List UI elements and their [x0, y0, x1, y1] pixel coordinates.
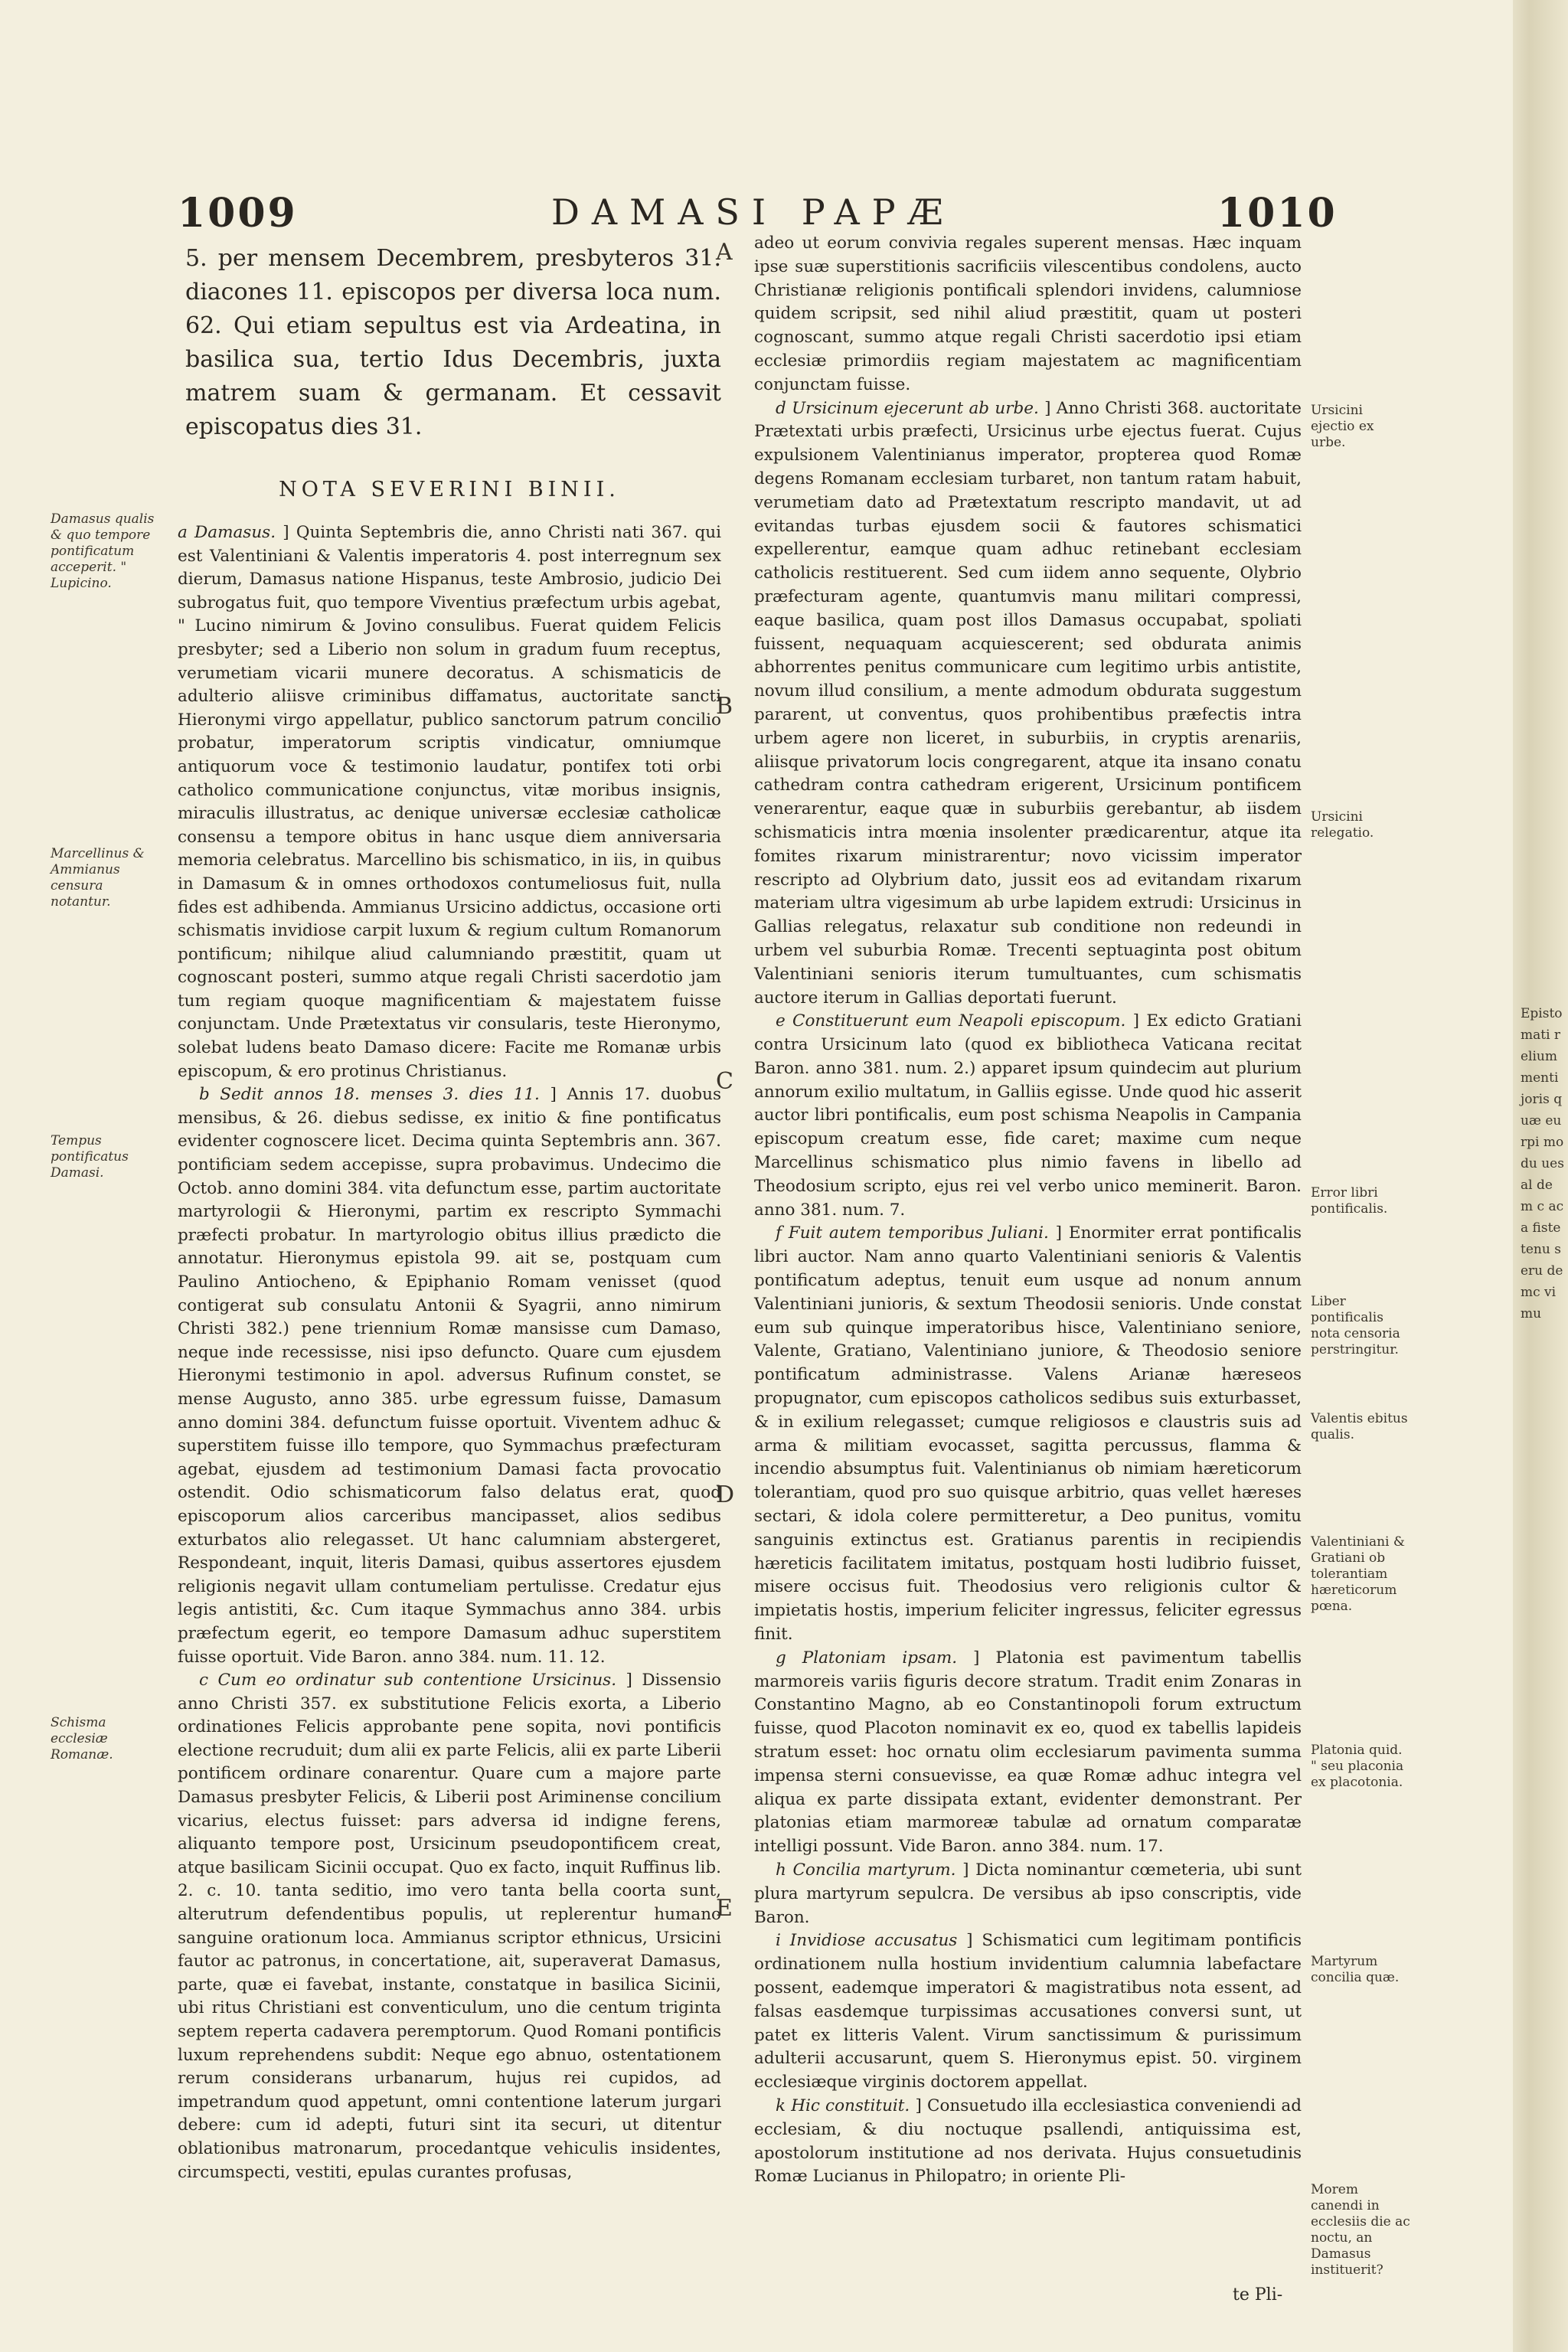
note-text: adeo ut eorum convivia regales superent mensas. Hæc inquam ipse suæ superstitionis sacrificiis vilescentibus condolens, aucto Christianæ religionis pontificali splendori invidens, calumniose quidem scripsit, sed nihil aliud præstitit, quam ut posteri cognoscant, summo atque regali Christi sacerdotio ipsi etiam ecclesiæ primordiis regiam majestatem ac magnificentiam conjunctam fuisse.	[754, 234, 1302, 394]
section-marker: E	[716, 1895, 733, 1922]
running-title: DAMASI PAPÆ	[551, 191, 956, 233]
note-text: ] Dissensio anno Christi 357. ex substitutione Felicis exorta, a Liberio ordinationes Felicis approbante pene sopita, novi pontificis electione recruduit; dum alii ex parte Felicis, alii ex parte Liberii pontificem ordinare conarentur. Quare cum a majore parte Damasus presbyter Felicis, & Liberii post Ariminense concilium vicarius, electus fuisset: pars adversa id indigne ferens, aliquanto tempore post, Ursicinum pseudopontificem creat, atque basilicam Sicinii occupat. Quo ex facto, inquit Ruffinus lib. 2. c. 10. tanta seditio, imo vero tanta bella coorta sunt, alterutrum defendentibus populis, ut replerentur humano sanguine orationum loca. Ammianus scriptor ethnicus, Ursicini fautor ac patronus, in concertatione, ait, superaverat Damasus, parte, quæ ei favebat, instante, constatque in basilica Sicinii, ubi ritus Christiani est conventiculum, uno die centum triginta septem reperta cadavera peremptorum. Quod Romani pontificis luxum reprehendens subdit: Neque ego abnuo, ostentationem rerum considerans urbanarum, hujus rei cupidos, ad impetrandum quod appetunt, omni contentione laterum jurgari debere: cum id adepti, futuri sint ita securi, ut ditentur oblationibus matronarum, procedantque vehiculis insidentes, circumspecti, vestiti, epulas curantes profusas,	[178, 1671, 721, 2182]
note-text: ] Dicta nominantur cœmeteria, ubi sunt plura martyrum sepulcra. De versibus ab ipso conscriptis, vide Baron.	[754, 1860, 1302, 1927]
note-a	[178, 521, 721, 1083]
margin-note-right: Valentiniani & Gratiani ob tolerantiam hæreticorum pœna.	[1311, 1534, 1406, 1614]
note-text: ] Annis 17. duobus mensibus, & 26. diebus sedisse, ex initio & fine pontificatus evidenter cognoscere licet. Decima quinta Septembris ann. 367. pontificiam sedem accepisse, supra probavimus. Undecimo die Octob. anno domini 384. vita defunctum esse, partim auctoritate martyrologii & Hieronymi, partim ex rescripto Symmachi præfecti probatur. In martyrologio obitus illius prædicto die annotatur. Hieronymus epistola 99. ait se, postquam cum Paulino Antiocheno, & Epiphanio Romam venisset (quod contigerat sub consulatu Antonii & Syagrii, anno nimirum Christi 382.) pene triennium Romæ mansisse cum Damaso, neque inde recessisse, nisi ipso defuncto. Quare cum ejusdem Hieronymi testimonio in apol. adversus Rufinum constet, se mense Augusto, anno 385. urbe egressum fuisse, Damasum anno domini 384. defunctum fuisse oportuit. Viventem adhuc & superstitem fuisse illo tempore, quo Symmachus præfecturam agebat, ejusdem ad testimonium Damasi facta provocatio ostendit. Odio schismaticorum falso delatus erat, quod episcoporum alios carceribus mancipasset, alios sedibus exturbatos alio relegasset. Ut hanc calumniam abstergeret, Respondeant, inquit, literis Damasi, quibus assertores ejusdem religionis negavit ullam contumeliam pertulisse. Credatur ejus legis antistiti, &c. Cum itaque Symmachus anno 384. urbis præfectum egerit, eo tempore Damasum adhuc superstitem fuisse oportuit. Vide Baron. anno 384. num. 11. 12.	[178, 1085, 721, 1667]
margin-note-left: Tempus pontificatus Damasi.	[51, 1133, 129, 1181]
right-column	[754, 232, 1302, 2189]
nota-title: NOTA SEVERINI BINII.	[279, 478, 620, 501]
note-g	[754, 1647, 1302, 1859]
margin-note-right: Platonia quid. " seu placonia ex placotonia.	[1311, 1743, 1404, 1790]
note-h	[754, 1859, 1302, 1929]
section-marker: D	[716, 1481, 735, 1508]
note-lemma: b Sedit annos 18. menses 3. dies 11.	[199, 1085, 540, 1105]
note-lemma: e Constituerunt eum Neapoli episcopum.	[776, 1011, 1126, 1031]
margin-note-right: Martyrum concilia quæ.	[1311, 1954, 1400, 1985]
note-text: ] Platonia est pavimentum tabellis marmoreis variis figuris decore stratum. Tradit enim Zonaras in Constantino Magno, ab eo Constantinopoli forum extructum fuisse, quod Placoton nominavit ex eo, quod ex tabellis lapideis stratum esset: hoc ornatu olim ecclesiarum pavimenta summa impensa sterni consuevisse, ea quæ Romæ adhuc integra vel aliqua ex parte dissipata extant, evidenter demonstrant. Per platonias etiam marmoreæ tabulæ ad ornatum comparatæ intelligi possunt. Vide Baron. anno 384. num. 17.	[754, 1648, 1302, 1857]
section-marker: A	[716, 239, 733, 266]
facing-page-edge	[1513, 0, 1568, 2352]
margin-note-left: Damasus qualis & quo tempore pontificatum acceperit. " Lupicino.	[51, 511, 155, 591]
note-k	[754, 2095, 1302, 2189]
note-text: ] Anno Christi 368. auctoritate Prætextati urbis præfecti, Ursicinus urbe ejectus fuerat. Cujus expulsionem Valentinianus imperator, propterea quod Romæ degens Romanam ecclesiam turbaret, non tantum ratam habuit, verumetiam dato ad Prætextatum rescripto mandavit, ut ad evitandas turbas ejusdem socii & fautores schismatici expellerentur, eamque quam adhuc retinebant ecclesiam catholicis restituerent. Sed cum iidem anno sequente, Olybrio præfecturam agente, quantumvis manu militari compressi, eaque basilica, quam post illos Damasus occupabat, spoliati fuissent, nequaquam acquiescerent; sed obdurata animis abhorrentes penitus communicare cum legitimo urbis antistite, novum illud consilium, a mente admodum obdurata suggestum pararent, ut conventus, quos prohibentibus præfectis intra urbem agere non liceret, in suburbiis, in cryptis arenariis, aliisque privatorum locis congregarent, atque ita insano conatu cathedram contra cathedram erigerent, Ursicinum pontificem venerarentur, eaque quæ in suburbiis gerebantur, ab iisdem schismaticis intra mœnia insolenter prædicarentur, atque ita fomites rixarum ministrarentur; novo vicissim imperator rescripto ad Olybrium dato, jussit eos ad evitandam rixarum materiam ultra vigesimum ab urbe lapidem extrudi: Ursicinus in Gallias relegatus, relaxatur sub conditione non redeundi in urbem vel suburbia Romæ. Trecenti septuaginta post obitum Valentiniani senioris iterum tumultuantes, cum schismatis auctore iterum in Gallias deportati fuerunt.	[754, 398, 1302, 1008]
margin-note-right: Ursicini ejectio ex urbe.	[1311, 403, 1374, 450]
note-text: ] Ex edicto Gratiani contra Ursicinum lato (quod ex bibliotheca Vaticana recitat Baron. anno 381. num. 2.) apparet ipsum quindecim aut plurium annorum exilio multatum, in Galliis egisse. Unde quod hic asserit auctor libri pontificalis, eum post schisma Neapolis in Campania episcopum creatum esse, fide caret; maxime cum neque Marcellinus schismatico plus nimio favens in libello ad Theodosium scripto, ejus rei vel verbo unico meminerit. Baron. anno 381. num. 7.	[754, 1011, 1302, 1220]
note-i	[754, 1929, 1302, 2095]
note-d	[754, 397, 1302, 1011]
running-header	[0, 184, 1512, 237]
page-number-right: 1010	[1217, 190, 1338, 237]
left-column	[178, 242, 721, 2184]
note-c	[178, 1669, 721, 2184]
note-lemma: c Cum eo ordinatur sub contentione Ursicinus.	[199, 1671, 617, 1690]
opening-paragraph: 5. per mensem Decembrem, presbyteros 31. diacones 11. episcopos per diversa loca num. 62. Qui etiam sepultus est via Ardeatina, in basilica sua, tertio Idus Decembris, juxta matrem suam & germanam. Et cessavit episcopatus dies 31.	[185, 245, 721, 440]
note-text: ] Schismatici cum legitimam pontificis ordinationem nulla hostium invidentium calumnia labefactare possent, eademque imperatori & magistratibus nota essent, ad falsas easdemque turpissimas accusationes conversi sunt, ut patet ex litteris Valent. Virum sanctissimum & purissimum adulterii accusarunt, quem S. Hieronymus epist. 50. virginem ecclesiæque virginis doctorem appellat.	[754, 1931, 1302, 2092]
note-lemma: a Damasus.	[178, 523, 276, 542]
margin-note-right: Liber pontificalis nota censoria perstringitur.	[1311, 1294, 1400, 1357]
section-marker: B	[716, 693, 733, 720]
note-text: ] Enormiter errat pontificalis libri auctor. Nam anno quarto Valentiniani senioris & Valentis pontificatum adeptus, tenuit eum usque ad nonum annum Valentiniani junioris, & sextum Theodosii senioris. Unde constat eum sub quinque imperatoribus hisce, Valentiniano seniore, Valente, Gratiano, Valentiniano juniore, & Theodosio seniore pontificatum administrasse. Valens Arianæ hæreseos propugnator, cum episcopos catholicos sedibus suis exturbasset, & in exilium relegasset; cumque religiosos e claustris suis ad arma & militiam evocasset, sagitta percussus, flamma & incendio absumptus fuit. Valentinianus ob nimiam hæreticorum tolerantiam, quod pro suo quisque arbitrio, quas vellet hæreses sectari, & idola colere permitteretur, a Deo punitus, vomitu sanguinis extinctus est. Gratianus parentis in recipiendis hæreticis facilitatem imitatus, postquam hosti ludibrio fuisset, misere occisus fuit. Theodosius vero religionis cultor & impietatis hostis, imperium feliciter ingressus, feliciter egressus finit.	[754, 1223, 1302, 1645]
note-e	[754, 1010, 1302, 1222]
note-lemma: g Platoniam ipsam.	[776, 1648, 958, 1668]
margin-note-left: Marcellinus & Ammianus censura notantur.	[51, 846, 145, 910]
note-b	[178, 1083, 721, 1669]
note-text: ] Quinta Septembris die, anno Christi nati 367. qui est Valentiniani & Valentis imperatoris 4. post interregnum sex dierum, Damasus natione Hispanus, teste Ambrosio, judicio Dei subrogatus fuit, quo tempore Viventius præfectum urbis agebat, " Lucino nimirum & Jovino consulibus. Fuerat quidem Felicis presbyter; sed a Liberio non solum in gradum fuum receptus, verumetiam vicarii munere decoratus. A schismaticis de adulterio aliisve criminibus diffamatus, auctoritate sancti Hieronymi virgo appellatur, publico sanctorum patrum concilio probatur, imperatorum scriptis vindicatur, omniumque antiquorum voce & testimonio laudatur, pontifex toti orbi catholico communicatione conjunctus, vitæ moribus insignis, miraculis illustratus, ac denique universæ ecclesiæ catholicæ consensu a tempore obitus in hanc usque diem anniversaria memoria celebratus. Marcellino bis schismatico, in iis, in quibus in Damasum & in omnes orthodoxos contumeliosus fuit, nulla fides est adhibenda. Ammianus Ursicino addictus, occasione orti schismatis invidiose carpit luxum & regium cultum Romanorum pontificum; nihilque aliud calumniando præstitit, quam ut cognoscant posteri, summo atque regali Christi sacerdotio jam tum regiam quoque magnificentiam & majestatem fuisse conjunctam. Unde Prætextatus vir consularis, teste Hieronymo, solebat ludens beato Damaso dicere: Facite me Romanæ urbis episcopum, & ero protinus Christianus.	[178, 523, 721, 1081]
note-lemma: k Hic constituit.	[776, 2096, 910, 2115]
margin-note-right: Morem canendi in ecclesiis die ac noctu, an Damasus instituerit?	[1311, 2182, 1410, 2278]
page-number-left: 1009	[178, 190, 298, 237]
margin-note-right: Ursicini relegatio.	[1311, 809, 1374, 841]
note-f	[754, 1222, 1302, 1646]
note-lemma: h Concilia martyrum.	[776, 1860, 956, 1880]
note-lemma: i Invidiose accusatus	[776, 1931, 958, 1951]
margin-note-left: Schisma ecclesiæ Romanæ.	[51, 1715, 113, 1762]
facing-page-text: Episto mati relium menti joris quæ eurpi modu ues al dem c ac a fiste tenu seru demc vimu	[1521, 1006, 1564, 1321]
catchword: te Pli-	[1233, 2285, 1283, 2305]
note-lemma: d Ursicinum ejecerunt ab urbe.	[776, 398, 1039, 418]
margin-note-right: Valentis ebitus qualis.	[1311, 1411, 1408, 1442]
note-text: ] Consuetudo illa ecclesiastica conveniendi ad ecclesiam, & diu noctuque psallendi, antiquissima est, apostolorum institutione ad nos derivata. Hujus consuetudinis Romæ Lucianus in Philopatro; in oriente Pli-	[754, 2096, 1302, 2187]
margin-note-right: Error libri pontificalis.	[1311, 1185, 1388, 1217]
note-lemma: f Fuit autem temporibus Juliani.	[776, 1223, 1049, 1243]
note-continuation	[754, 232, 1302, 397]
section-marker: C	[716, 1068, 733, 1095]
